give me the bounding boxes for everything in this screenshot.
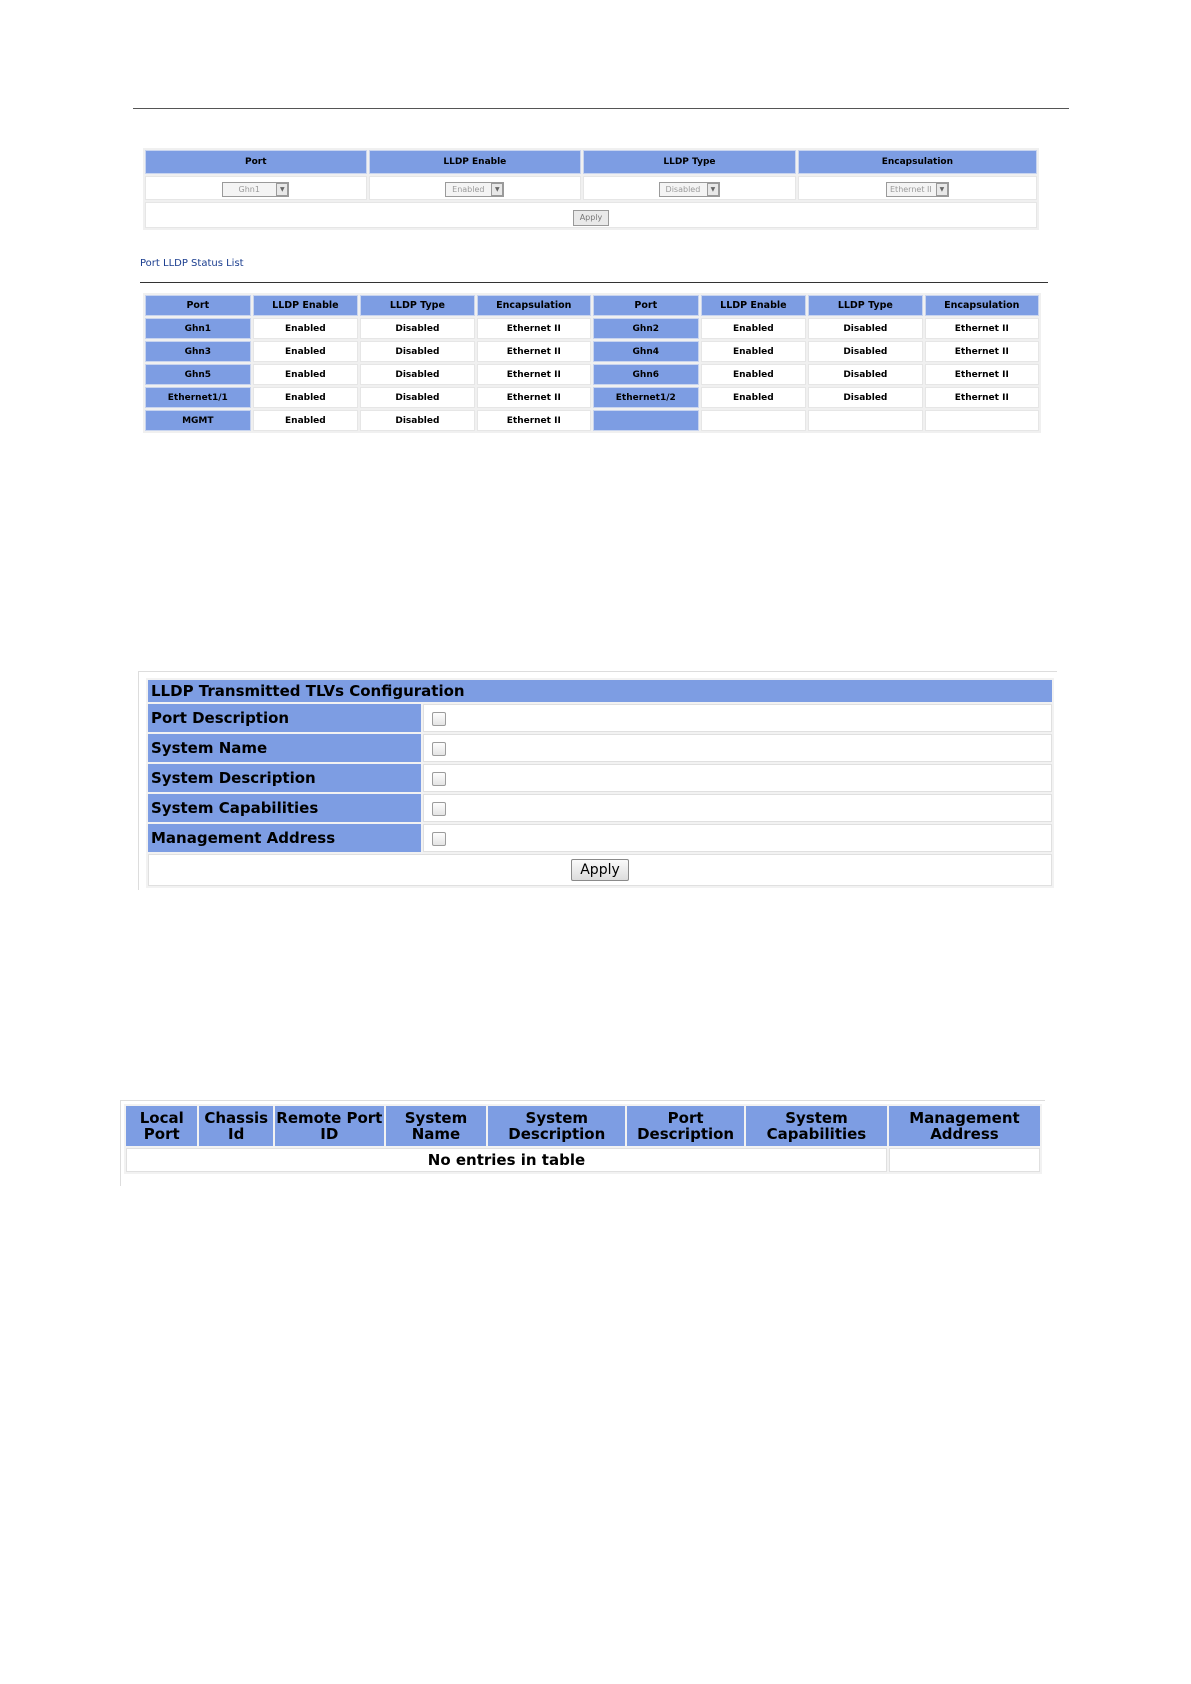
- tlv-label-system-description: System Description: [148, 764, 421, 792]
- chevron-down-icon: ▼: [276, 183, 288, 196]
- lldp-type-cell: Disabled: [360, 410, 474, 431]
- col-header-encapsulation-2: Encapsulation: [925, 295, 1039, 316]
- col-header-system-name: System Name: [386, 1106, 487, 1146]
- col-header-lldp-enable: LLDP Enable: [369, 150, 582, 174]
- port-cell: [593, 410, 699, 431]
- port-cell: Ghn5: [145, 364, 251, 385]
- lldp-enable-cell: Enabled: [253, 318, 359, 339]
- lldp-enable-cell: Enabled: [253, 387, 359, 408]
- encapsulation-cell: Ethernet II: [477, 341, 591, 362]
- lldp-type-cell: Disabled: [360, 387, 474, 408]
- encapsulation-cell: Ethernet II: [477, 318, 591, 339]
- table-row: [145, 318, 1039, 339]
- tlv-label-port-description: Port Description: [148, 704, 421, 732]
- tlv-label-system-name: System Name: [148, 734, 421, 762]
- lldp-enable-cell: Enabled: [701, 364, 807, 385]
- encapsulation-cell: Ethernet II: [477, 387, 591, 408]
- tlv-config-table: [146, 678, 1054, 888]
- system-name-checkbox[interactable]: [432, 742, 446, 756]
- col-header-encapsulation: Encapsulation: [798, 150, 1037, 174]
- port-description-checkbox[interactable]: [432, 712, 446, 726]
- col-header-port-description: Port Description: [627, 1106, 744, 1146]
- lldp-enable-cell: Enabled: [701, 318, 807, 339]
- lldp-enable-cell: Enabled: [253, 410, 359, 431]
- lldp-type-cell: Disabled: [808, 341, 922, 362]
- col-header-encapsulation: Encapsulation: [477, 295, 591, 316]
- lldp-enable-cell: [701, 410, 807, 431]
- lldp-type-cell: Disabled: [808, 387, 922, 408]
- port-lldp-status-table: [143, 293, 1041, 433]
- empty-table-message: No entries in table: [126, 1148, 887, 1172]
- port-cell: Ethernet1/2: [593, 387, 699, 408]
- encapsulation-cell: Ethernet II: [925, 318, 1039, 339]
- lldp-neighbor-table: [124, 1104, 1042, 1174]
- lldp-enable-select-value: Enabled: [452, 184, 485, 194]
- col-header-remote-port-id: Remote Port ID: [275, 1106, 384, 1146]
- table-row: [145, 341, 1039, 362]
- status-list-rule: [140, 282, 1048, 283]
- management-address-checkbox[interactable]: [432, 832, 446, 846]
- col-header-chassis-id: Chassis Id: [199, 1106, 272, 1146]
- col-header-lldp-type-2: LLDP Type: [808, 295, 922, 316]
- port-select[interactable]: [222, 182, 289, 197]
- chevron-down-icon: ▼: [707, 183, 719, 196]
- port-cell: Ethernet1/1: [145, 387, 251, 408]
- col-header-lldp-type: LLDP Type: [583, 150, 796, 174]
- col-header-port: Port: [145, 150, 367, 174]
- chevron-down-icon: ▼: [491, 183, 503, 196]
- lldp-enable-cell: Enabled: [701, 387, 807, 408]
- encapsulation-cell: Ethernet II: [477, 410, 591, 431]
- port-cell: Ghn6: [593, 364, 699, 385]
- lldp-enable-cell: Enabled: [253, 364, 359, 385]
- lldp-type-cell: Disabled: [808, 364, 922, 385]
- tlv-label-system-capabilities: System Capabilities: [148, 794, 421, 822]
- col-header-management-address: Management Address: [889, 1106, 1040, 1146]
- table-row: [145, 387, 1039, 408]
- lldp-enable-cell: Enabled: [701, 341, 807, 362]
- port-cell: MGMT: [145, 410, 251, 431]
- system-description-checkbox[interactable]: [432, 772, 446, 786]
- status-list-title: Port LLDP Status List: [140, 258, 244, 269]
- col-header-lldp-enable-2: LLDP Enable: [701, 295, 807, 316]
- config-apply-button[interactable]: Apply: [573, 210, 610, 226]
- col-header-lldp-enable: LLDP Enable: [253, 295, 359, 316]
- col-header-system-description: System Description: [488, 1106, 625, 1146]
- lldp-enable-select[interactable]: [445, 182, 504, 197]
- lldp-type-select[interactable]: [659, 182, 720, 197]
- lldp-port-config-table: [143, 148, 1039, 230]
- chevron-down-icon: ▼: [936, 183, 948, 196]
- lldp-type-cell: Disabled: [360, 318, 474, 339]
- encapsulation-select-value: Ethernet II: [890, 184, 932, 194]
- encapsulation-cell: Ethernet II: [925, 387, 1039, 408]
- encapsulation-cell: Ethernet II: [925, 341, 1039, 362]
- port-cell: Ghn2: [593, 318, 699, 339]
- col-header-system-capabilities: System Capabilities: [746, 1106, 887, 1146]
- col-header-local-port: Local Port: [126, 1106, 197, 1146]
- lldp-type-cell: [808, 410, 922, 431]
- encapsulation-cell: Ethernet II: [477, 364, 591, 385]
- col-header-lldp-type: LLDP Type: [360, 295, 474, 316]
- tlv-apply-button[interactable]: Apply: [571, 859, 629, 881]
- encapsulation-cell: [925, 410, 1039, 431]
- lldp-type-cell: Disabled: [360, 341, 474, 362]
- port-cell: Ghn4: [593, 341, 699, 362]
- port-cell: Ghn1: [145, 318, 251, 339]
- tlv-label-management-address: Management Address: [148, 824, 421, 852]
- col-header-port: Port: [145, 295, 251, 316]
- port-select-value: Ghn1: [238, 184, 260, 194]
- system-capabilities-checkbox[interactable]: [432, 802, 446, 816]
- table-row: [145, 364, 1039, 385]
- col-header-port-2: Port: [593, 295, 699, 316]
- encapsulation-cell: Ethernet II: [925, 364, 1039, 385]
- lldp-type-select-value: Disabled: [665, 184, 701, 194]
- page-top-rule: [133, 108, 1069, 109]
- encapsulation-select[interactable]: [886, 182, 949, 197]
- table-row: [145, 410, 1039, 431]
- lldp-type-cell: Disabled: [808, 318, 922, 339]
- lldp-enable-cell: Enabled: [253, 341, 359, 362]
- tlv-config-title: LLDP Transmitted TLVs Configuration: [148, 680, 1052, 702]
- lldp-type-cell: Disabled: [360, 364, 474, 385]
- port-cell: Ghn3: [145, 341, 251, 362]
